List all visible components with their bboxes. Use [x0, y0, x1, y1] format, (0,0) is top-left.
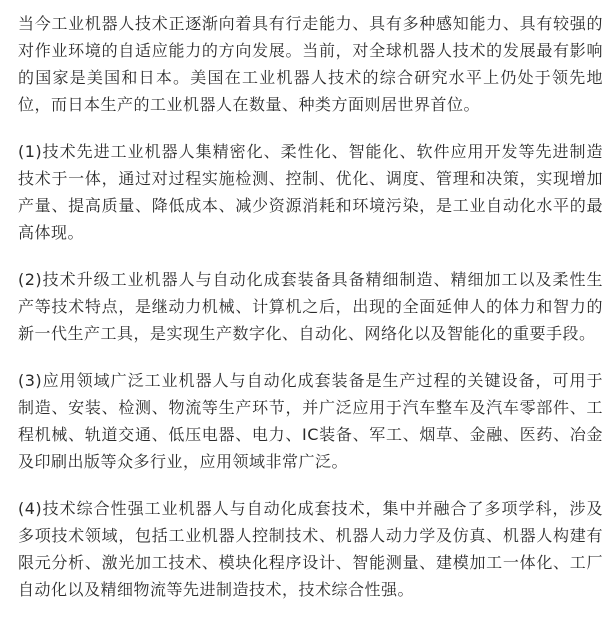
- paragraph-comprehensive-technology: (4)技术综合性强工业机器人与自动化成套技术，集中并融合了多项学科，涉及多项技术领域，包括工业机器人控制技术、机器人动力学及仿真、机器人构建有限元分析、激光加工技术、模块化程序设计、智能测量、建模加工一体化、工厂自动化以及精细物流等先进制造技术，技术综合性强。: [18, 499, 603, 599]
- intro-paragraph: 当今工业机器人技术正逐渐向着具有行走能力、具有多种感知能力、具有较强的对作业环境的自适应能力的方向发展。当前，对全球机器人技术的发展最有影响的国家是美国和日本。美国在工业机器人技术的综合研究水平上仍处于领先地位，而日本生产的工业机器人在数量、种类方面则居世界首位。: [18, 14, 603, 114]
- paragraph-advanced-technology: (1)技术先进工业机器人集精密化、柔性化、智能化、软件应用开发等先进制造技术于一体，通过对过程实施检测、控制、优化、调度、管理和决策，实现增加产量、提高质量、降低成本、减少资源消耗和环境污染，是工业自动化水平的最高体现。: [18, 142, 603, 242]
- paragraph-technology-upgrade: (2)技术升级工业机器人与自动化成套装备具备精细制造、精细加工以及柔性生产等技术特点，是继动力机械、计算机之后，出现的全面延伸人的体力和智力的新一代生产工具，是实现生产数字化、自动化、网络化以及智能化的重要手段。: [18, 270, 603, 343]
- paragraph-wide-application: (3)应用领域广泛工业机器人与自动化成套装备是生产过程的关键设备，可用于制造、安装、检测、物流等生产环节，并广泛应用于汽车整车及汽车零部件、工程机械、轨道交通、低压电器、电力、IC装备、军工、烟草、金融、医药、冶金及印刷出版等众多行业，应用领域非常广泛。: [18, 371, 603, 471]
